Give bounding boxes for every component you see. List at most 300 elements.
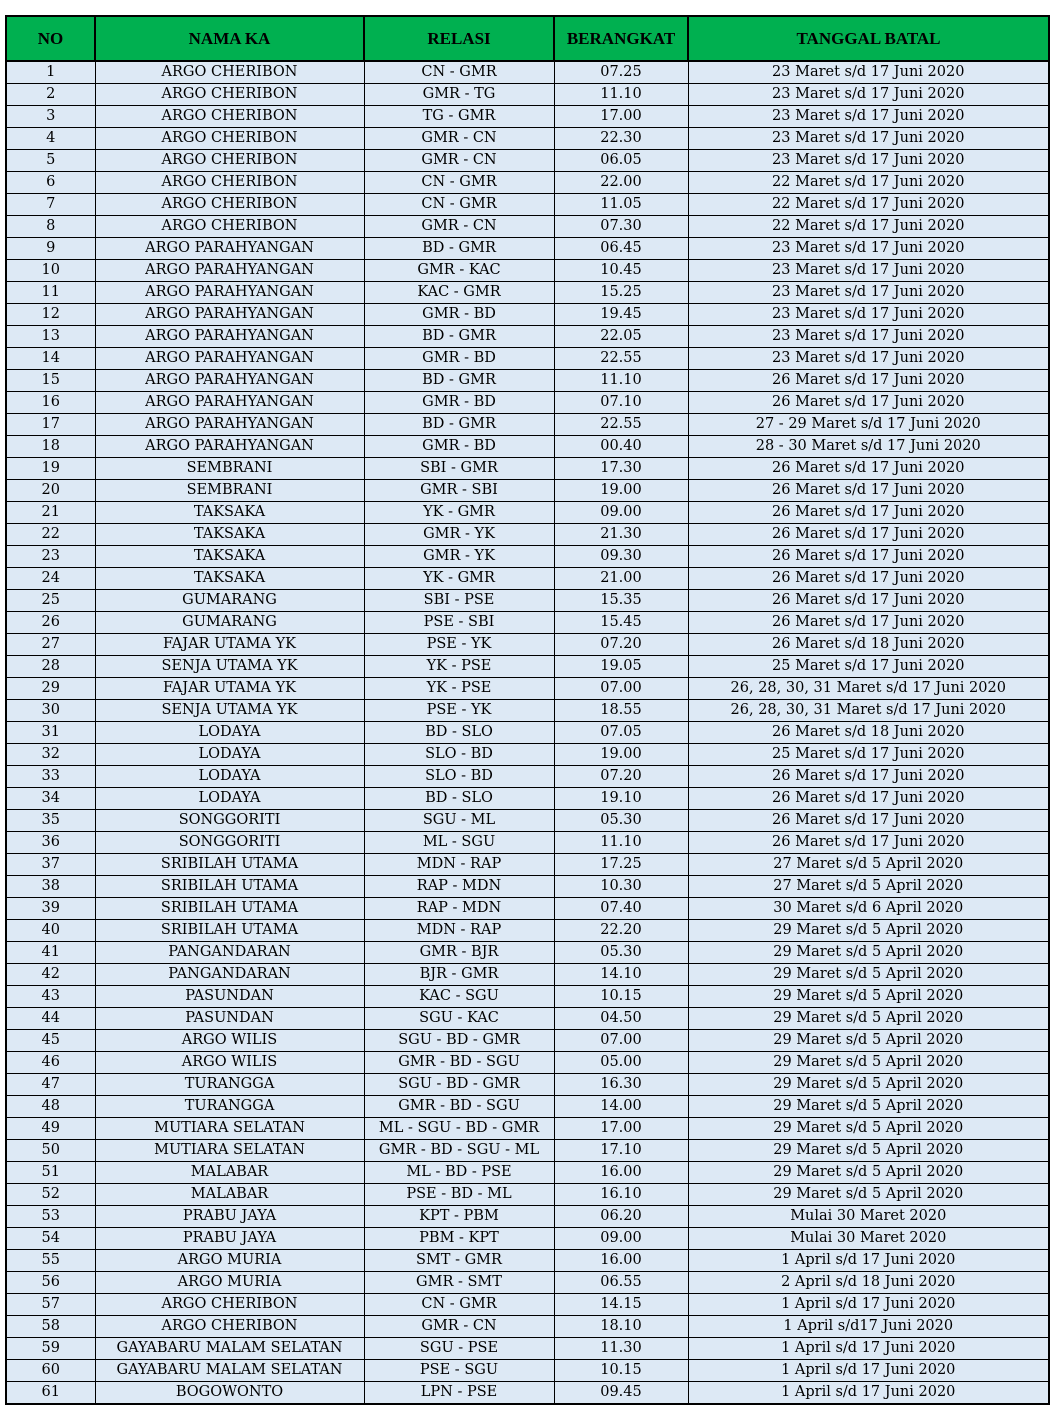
cell-nama-ka: FAJAR UTAMA YK [95,634,364,656]
cell-berangkat: 19.05 [554,656,688,678]
cell-no: 60 [6,1360,95,1382]
cell-no: 4 [6,128,95,150]
table-row [6,1074,1049,1096]
table-row [6,260,1049,282]
cell-tanggal-batal: 22 Maret s/d 17 Juni 2020 [688,194,1049,216]
cell-relasi: PSE - BD - ML [364,1184,554,1206]
cell-berangkat: 07.25 [554,61,688,84]
cell-berangkat: 22.55 [554,348,688,370]
cell-no: 7 [6,194,95,216]
cell-berangkat: 05.30 [554,810,688,832]
cell-relasi: GMR - CN [364,216,554,238]
cell-no: 51 [6,1162,95,1184]
cell-tanggal-batal: 29 Maret s/d 5 April 2020 [688,964,1049,986]
cell-no: 2 [6,84,95,106]
table-row [6,766,1049,788]
cell-nama-ka: PANGANDARAN [95,942,364,964]
cell-berangkat: 07.05 [554,722,688,744]
cell-no: 56 [6,1272,95,1294]
cell-no: 53 [6,1206,95,1228]
cell-berangkat: 18.10 [554,1316,688,1338]
cell-relasi: KPT - PBM [364,1206,554,1228]
cell-berangkat: 22.55 [554,414,688,436]
cell-tanggal-batal: 23 Maret s/d 17 Juni 2020 [688,150,1049,172]
cell-relasi: PSE - YK [364,634,554,656]
table-row [6,1096,1049,1118]
cell-berangkat: 22.05 [554,326,688,348]
cell-tanggal-batal: 2 April s/d 18 Juni 2020 [688,1272,1049,1294]
cell-nama-ka: ARGO PARAHYANGAN [95,414,364,436]
cell-relasi: BD - SLO [364,722,554,744]
cell-relasi: BD - GMR [364,370,554,392]
cell-nama-ka: ARGO CHERIBON [95,61,364,84]
cell-relasi: GMR - BD [364,304,554,326]
cell-relasi: MDN - RAP [364,854,554,876]
cell-berangkat: 16.30 [554,1074,688,1096]
cell-no: 46 [6,1052,95,1074]
cell-relasi: ML - BD - PSE [364,1162,554,1184]
cell-nama-ka: ARGO CHERIBON [95,216,364,238]
cell-nama-ka: LODAYA [95,766,364,788]
cell-berangkat: 10.15 [554,986,688,1008]
table-row [6,1052,1049,1074]
table-row [6,942,1049,964]
cell-no: 50 [6,1140,95,1162]
cancellation-schedule-table-container [5,15,1048,1405]
table-row [6,106,1049,128]
cell-nama-ka: MALABAR [95,1184,364,1206]
cell-tanggal-batal: 29 Maret s/d 5 April 2020 [688,1140,1049,1162]
table-row [6,1338,1049,1360]
cell-no: 52 [6,1184,95,1206]
table-row [6,326,1049,348]
cell-tanggal-batal: 29 Maret s/d 5 April 2020 [688,1096,1049,1118]
cell-tanggal-batal: 23 Maret s/d 17 Juni 2020 [688,128,1049,150]
cell-berangkat: 15.45 [554,612,688,634]
table-row [6,964,1049,986]
cell-relasi: SGU - BD - GMR [364,1074,554,1096]
cell-berangkat: 22.30 [554,128,688,150]
cell-berangkat: 11.10 [554,832,688,854]
cell-no: 59 [6,1338,95,1360]
cell-tanggal-batal: 23 Maret s/d 17 Juni 2020 [688,106,1049,128]
cell-berangkat: 10.30 [554,876,688,898]
cell-no: 41 [6,942,95,964]
table-row [6,61,1049,84]
cell-nama-ka: ARGO CHERIBON [95,172,364,194]
cell-relasi: PBM - KPT [364,1228,554,1250]
table-row [6,1162,1049,1184]
table-row [6,238,1049,260]
table-row [6,1118,1049,1140]
cell-berangkat: 14.00 [554,1096,688,1118]
cell-nama-ka: ARGO CHERIBON [95,84,364,106]
table-row [6,788,1049,810]
table-row [6,1316,1049,1338]
cell-nama-ka: SEMBRANI [95,458,364,480]
cell-nama-ka: ARGO PARAHYANGAN [95,260,364,282]
table-row [6,150,1049,172]
cell-nama-ka: ARGO PARAHYANGAN [95,436,364,458]
cell-nama-ka: GAYABARU MALAM SELATAN [95,1360,364,1382]
cell-tanggal-batal: 1 April s/d 17 Juni 2020 [688,1338,1049,1360]
table-row [6,194,1049,216]
table-row [6,876,1049,898]
cell-nama-ka: ARGO PARAHYANGAN [95,326,364,348]
cell-no: 8 [6,216,95,238]
cell-relasi: CN - GMR [364,172,554,194]
cell-nama-ka: ARGO CHERIBON [95,1316,364,1338]
cell-relasi: BD - GMR [364,414,554,436]
cell-nama-ka: ARGO CHERIBON [95,128,364,150]
cell-tanggal-batal: 1 April s/d 17 Juni 2020 [688,1250,1049,1272]
table-row [6,832,1049,854]
cell-relasi: BJR - GMR [364,964,554,986]
table-row [6,370,1049,392]
cell-berangkat: 14.10 [554,964,688,986]
cell-tanggal-batal: 29 Maret s/d 5 April 2020 [688,942,1049,964]
cell-berangkat: 19.00 [554,744,688,766]
cell-berangkat: 22.20 [554,920,688,942]
table-row [6,1382,1049,1405]
cell-no: 18 [6,436,95,458]
cell-berangkat: 09.30 [554,546,688,568]
cell-no: 31 [6,722,95,744]
cell-no: 32 [6,744,95,766]
cell-relasi: GMR - BD - SGU [364,1096,554,1118]
cell-no: 13 [6,326,95,348]
cell-relasi: BD - SLO [364,788,554,810]
cell-tanggal-batal: 1 April s/d 17 Juni 2020 [688,1360,1049,1382]
cell-berangkat: 06.20 [554,1206,688,1228]
table-row [6,722,1049,744]
table-row [6,1228,1049,1250]
cell-no: 39 [6,898,95,920]
table-header [6,16,1049,61]
cell-berangkat: 11.10 [554,370,688,392]
cell-no: 12 [6,304,95,326]
cell-relasi: GMR - TG [364,84,554,106]
table-row [6,1206,1049,1228]
cell-relasi: SLO - BD [364,744,554,766]
table-row [6,1008,1049,1030]
cell-relasi: GMR - CN [364,1316,554,1338]
cell-berangkat: 14.15 [554,1294,688,1316]
cell-nama-ka: ARGO MURIA [95,1250,364,1272]
cell-nama-ka: SRIBILAH UTAMA [95,854,364,876]
cell-tanggal-batal: 23 Maret s/d 17 Juni 2020 [688,84,1049,106]
cell-nama-ka: ARGO PARAHYANGAN [95,282,364,304]
cell-relasi: GMR - YK [364,524,554,546]
cell-berangkat: 09.45 [554,1382,688,1405]
cell-nama-ka: SRIBILAH UTAMA [95,920,364,942]
cell-berangkat: 19.00 [554,480,688,502]
cell-tanggal-batal: 26, 28, 30, 31 Maret s/d 17 Juni 2020 [688,678,1049,700]
cell-no: 29 [6,678,95,700]
cell-tanggal-batal: 29 Maret s/d 5 April 2020 [688,1118,1049,1140]
cell-no: 44 [6,1008,95,1030]
cell-berangkat: 07.00 [554,678,688,700]
table-row [6,546,1049,568]
cell-relasi: GMR - SBI [364,480,554,502]
cell-nama-ka: ARGO MURIA [95,1272,364,1294]
cell-relasi: YK - PSE [364,656,554,678]
cell-relasi: BD - GMR [364,238,554,260]
cell-relasi: GMR - CN [364,128,554,150]
cell-tanggal-batal: 26 Maret s/d 17 Juni 2020 [688,590,1049,612]
cell-no: 43 [6,986,95,1008]
cell-berangkat: 06.45 [554,238,688,260]
cell-nama-ka: SENJA UTAMA YK [95,656,364,678]
cell-berangkat: 16.00 [554,1250,688,1272]
table-row [6,656,1049,678]
table-row [6,216,1049,238]
cell-no: 61 [6,1382,95,1405]
cell-nama-ka: SRIBILAH UTAMA [95,898,364,920]
cell-relasi: PSE - YK [364,700,554,722]
cell-nama-ka: PASUNDAN [95,1008,364,1030]
cell-relasi: SLO - BD [364,766,554,788]
cell-tanggal-batal: 27 Maret s/d 5 April 2020 [688,876,1049,898]
cell-berangkat: 22.00 [554,172,688,194]
cell-no: 21 [6,502,95,524]
cell-tanggal-batal: 26 Maret s/d 17 Juni 2020 [688,788,1049,810]
cell-tanggal-batal: 26 Maret s/d 17 Juni 2020 [688,766,1049,788]
cell-berangkat: 00.40 [554,436,688,458]
cell-relasi: CN - GMR [364,61,554,84]
cell-no: 16 [6,392,95,414]
cell-nama-ka: ARGO WILIS [95,1052,364,1074]
cell-berangkat: 21.00 [554,568,688,590]
cell-relasi: GMR - SMT [364,1272,554,1294]
cell-no: 47 [6,1074,95,1096]
cell-berangkat: 06.05 [554,150,688,172]
cell-relasi: GMR - YK [364,546,554,568]
cell-tanggal-batal: 26 Maret s/d 17 Juni 2020 [688,832,1049,854]
cell-berangkat: 09.00 [554,502,688,524]
table-row [6,744,1049,766]
cell-berangkat: 15.25 [554,282,688,304]
cell-no: 15 [6,370,95,392]
header-no: NO [6,16,95,61]
cell-berangkat: 05.00 [554,1052,688,1074]
cancellation-schedule-table [5,15,1050,1405]
cell-nama-ka: ARGO CHERIBON [95,106,364,128]
cell-tanggal-batal: 26 Maret s/d 17 Juni 2020 [688,546,1049,568]
table-row [6,700,1049,722]
cell-nama-ka: TURANGGA [95,1074,364,1096]
table-row [6,854,1049,876]
cell-berangkat: 04.50 [554,1008,688,1030]
cell-tanggal-batal: 26 Maret s/d 17 Juni 2020 [688,612,1049,634]
cell-relasi: GMR - BD - SGU [364,1052,554,1074]
cell-berangkat: 09.00 [554,1228,688,1250]
cell-relasi: SGU - ML [364,810,554,832]
cell-relasi: GMR - BD [364,348,554,370]
cell-relasi: GMR - BD [364,392,554,414]
cell-tanggal-batal: 22 Maret s/d 17 Juni 2020 [688,216,1049,238]
cell-berangkat: 07.30 [554,216,688,238]
cell-no: 19 [6,458,95,480]
cell-no: 30 [6,700,95,722]
cell-relasi: CN - GMR [364,194,554,216]
cell-no: 5 [6,150,95,172]
cell-nama-ka: SRIBILAH UTAMA [95,876,364,898]
cell-tanggal-batal: 22 Maret s/d 17 Juni 2020 [688,172,1049,194]
cell-nama-ka: TAKSAKA [95,568,364,590]
cell-berangkat: 11.05 [554,194,688,216]
cell-tanggal-batal: 23 Maret s/d 17 Juni 2020 [688,304,1049,326]
cell-nama-ka: MUTIARA SELATAN [95,1118,364,1140]
cell-nama-ka: ARGO CHERIBON [95,1294,364,1316]
cell-tanggal-batal: 23 Maret s/d 17 Juni 2020 [688,260,1049,282]
cell-tanggal-batal: 26 Maret s/d 17 Juni 2020 [688,458,1049,480]
cell-no: 28 [6,656,95,678]
cell-no: 20 [6,480,95,502]
cell-tanggal-batal: 23 Maret s/d 17 Juni 2020 [688,326,1049,348]
cell-nama-ka: ARGO PARAHYANGAN [95,348,364,370]
header-relasi: RELASI [364,16,554,61]
table-row [6,1294,1049,1316]
cell-no: 24 [6,568,95,590]
cell-tanggal-batal: 26 Maret s/d 17 Juni 2020 [688,480,1049,502]
cell-berangkat: 11.30 [554,1338,688,1360]
cell-berangkat: 21.30 [554,524,688,546]
cell-tanggal-batal: 25 Maret s/d 17 Juni 2020 [688,656,1049,678]
cell-relasi: GMR - KAC [364,260,554,282]
cell-no: 55 [6,1250,95,1272]
table-row [6,502,1049,524]
cell-tanggal-batal: 26 Maret s/d 18 Juni 2020 [688,634,1049,656]
cell-relasi: BD - GMR [364,326,554,348]
cell-nama-ka: LODAYA [95,744,364,766]
cell-nama-ka: TAKSAKA [95,524,364,546]
table-row [6,1184,1049,1206]
cell-berangkat: 19.45 [554,304,688,326]
cell-nama-ka: SONGGORITI [95,810,364,832]
table-row [6,1250,1049,1272]
cell-nama-ka: MUTIARA SELATAN [95,1140,364,1162]
cell-no: 14 [6,348,95,370]
cell-berangkat: 19.10 [554,788,688,810]
cell-berangkat: 16.00 [554,1162,688,1184]
cell-tanggal-batal: 26, 28, 30, 31 Maret s/d 17 Juni 2020 [688,700,1049,722]
cell-berangkat: 17.30 [554,458,688,480]
cell-nama-ka: SENJA UTAMA YK [95,700,364,722]
cell-relasi: GMR - CN [364,150,554,172]
cell-no: 22 [6,524,95,546]
table-row [6,1030,1049,1052]
cell-berangkat: 07.20 [554,634,688,656]
cell-no: 45 [6,1030,95,1052]
cell-tanggal-batal: Mulai 30 Maret 2020 [688,1206,1049,1228]
cell-nama-ka: FAJAR UTAMA YK [95,678,364,700]
table-row [6,810,1049,832]
cell-relasi: TG - GMR [364,106,554,128]
table-row [6,898,1049,920]
cell-relasi: YK - GMR [364,502,554,524]
table-row [6,524,1049,546]
cell-tanggal-batal: 26 Maret s/d 17 Juni 2020 [688,524,1049,546]
cell-tanggal-batal: 27 Maret s/d 5 April 2020 [688,854,1049,876]
cell-no: 49 [6,1118,95,1140]
cell-nama-ka: ARGO WILIS [95,1030,364,1052]
cell-no: 33 [6,766,95,788]
cell-tanggal-batal: 29 Maret s/d 5 April 2020 [688,1030,1049,1052]
cell-tanggal-batal: 23 Maret s/d 17 Juni 2020 [688,282,1049,304]
cell-nama-ka: TAKSAKA [95,502,364,524]
cell-no: 6 [6,172,95,194]
table-row [6,84,1049,106]
table-row [6,920,1049,942]
cell-no: 1 [6,61,95,84]
cell-nama-ka: GUMARANG [95,612,364,634]
table-row [6,282,1049,304]
cell-nama-ka: GUMARANG [95,590,364,612]
table-row [6,128,1049,150]
cell-nama-ka: LODAYA [95,788,364,810]
cell-nama-ka: TURANGGA [95,1096,364,1118]
table-row [6,678,1049,700]
cell-no: 40 [6,920,95,942]
cell-relasi: SBI - GMR [364,458,554,480]
cell-tanggal-batal: 28 - 30 Maret s/d 17 Juni 2020 [688,436,1049,458]
header-nama-ka: NAMA KA [95,16,364,61]
table-row [6,1360,1049,1382]
cell-tanggal-batal: 1 April s/d 17 Juni 2020 [688,1294,1049,1316]
cell-relasi: ML - SGU [364,832,554,854]
cell-no: 42 [6,964,95,986]
cell-berangkat: 15.35 [554,590,688,612]
cell-berangkat: 10.45 [554,260,688,282]
table-row [6,348,1049,370]
table-row [6,436,1049,458]
table-row [6,480,1049,502]
table-row [6,172,1049,194]
table-row [6,392,1049,414]
cell-nama-ka: GAYABARU MALAM SELATAN [95,1338,364,1360]
table-row [6,1272,1049,1294]
cell-relasi: MDN - RAP [364,920,554,942]
cell-berangkat: 17.00 [554,106,688,128]
table-row [6,986,1049,1008]
cell-berangkat: 17.25 [554,854,688,876]
cell-tanggal-batal: 30 Maret s/d 6 April 2020 [688,898,1049,920]
cell-tanggal-batal: 29 Maret s/d 5 April 2020 [688,986,1049,1008]
cell-berangkat: 10.15 [554,1360,688,1382]
cell-nama-ka: PRABU JAYA [95,1206,364,1228]
cell-berangkat: 07.40 [554,898,688,920]
cell-nama-ka: BOGOWONTO [95,1382,364,1405]
table-row [6,612,1049,634]
cell-tanggal-batal: 29 Maret s/d 5 April 2020 [688,920,1049,942]
cell-berangkat: 07.00 [554,1030,688,1052]
cell-no: 26 [6,612,95,634]
table-row [6,304,1049,326]
cell-no: 54 [6,1228,95,1250]
cell-nama-ka: PASUNDAN [95,986,364,1008]
cell-berangkat: 07.20 [554,766,688,788]
cell-berangkat: 07.10 [554,392,688,414]
cell-nama-ka: ARGO CHERIBON [95,150,364,172]
cell-tanggal-batal: 25 Maret s/d 17 Juni 2020 [688,744,1049,766]
cell-relasi: GMR - BD - SGU - ML [364,1140,554,1162]
cell-relasi: SMT - GMR [364,1250,554,1272]
cell-no: 36 [6,832,95,854]
cell-tanggal-batal: 26 Maret s/d 17 Juni 2020 [688,502,1049,524]
cell-relasi: GMR - BD [364,436,554,458]
cell-nama-ka: SONGGORITI [95,832,364,854]
